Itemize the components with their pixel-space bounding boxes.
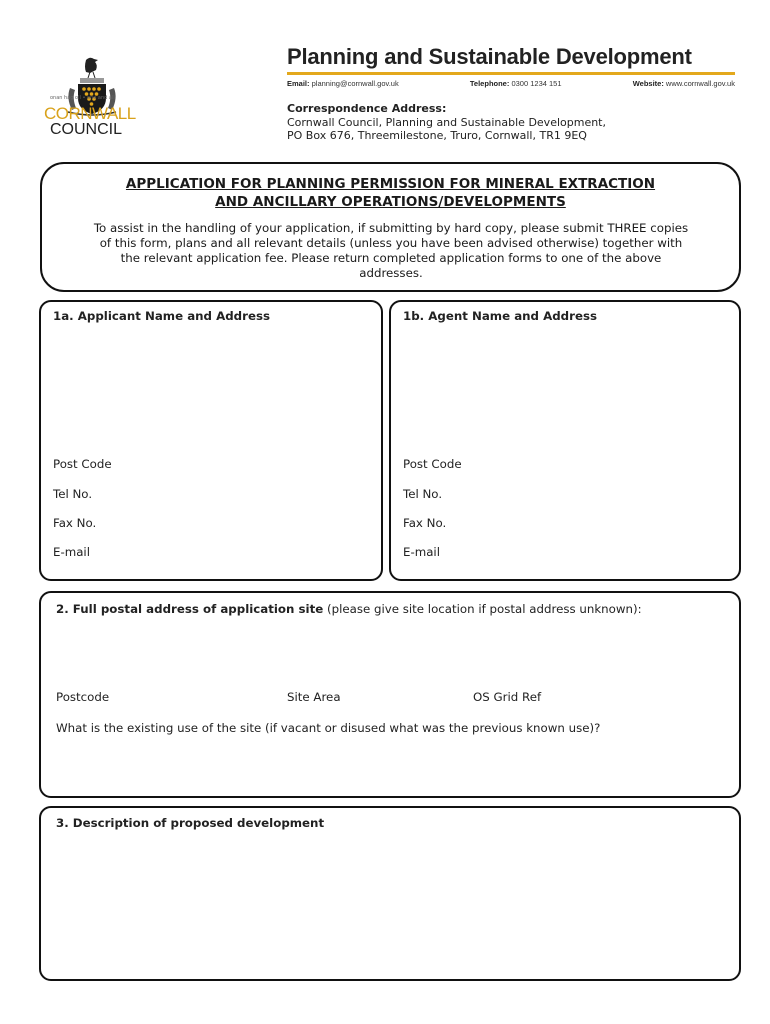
contact-bar <box>287 79 735 88</box>
agent-section[interactable] <box>389 300 741 581</box>
page-title: Planning and Sustainable Development <box>287 44 692 69</box>
agent-fax-label: Fax No. <box>403 516 447 530</box>
telephone-contact: Telephone: 0300 1234 151 <box>469 79 562 88</box>
existing-use-label: What is the existing use of the site (if vacant or disused what was the previous known use)? <box>56 721 601 735</box>
agent-heading: 1b. Agent Name and Address <box>403 309 597 323</box>
header-rule <box>287 72 735 75</box>
email-contact: Email: planning@cornwall.gov.uk <box>287 79 399 88</box>
applicant-email-label: E-mail <box>53 545 90 559</box>
correspondence-label: Correspondence Address: <box>287 102 447 115</box>
applicant-section[interactable] <box>39 300 383 581</box>
os-grid-ref-label: OS Grid Ref <box>473 690 542 704</box>
applicant-postcode-label: Post Code <box>53 457 112 471</box>
site-address-section[interactable] <box>39 591 741 798</box>
site-postcode-label: Postcode <box>56 690 110 704</box>
site-area-label: Site Area <box>287 690 341 704</box>
correspondence-line-1: Cornwall Council, Planning and Sustainable Development, <box>287 116 606 129</box>
website-contact: Website: www.cornwall.gov.uk <box>632 79 735 88</box>
description-section[interactable] <box>39 806 741 981</box>
correspondence-line-2: PO Box 676, Threemilestone, Truro, Cornwall, TR1 9EQ <box>287 129 587 142</box>
site-address-heading: 2. Full postal address of application site (please give site location if postal address unknown): <box>56 602 642 616</box>
intro-instructions: To assist in the handling of your application, if submitting by hard copy, please submit THREE copies of this form, plans and all relevant details (unless you have been advised otherwise) together with the relevant application fee. Please return completed application forms to one of the above addresses. <box>93 221 689 280</box>
logo-text-council: COUNCIL <box>50 121 123 138</box>
applicant-heading: 1a. Applicant Name and Address <box>53 309 270 323</box>
form-title: APPLICATION FOR PLANNING PERMISSION FOR MINERAL EXTRACTION AND ANCILLARY OPERATIONS/DEVELOPMENTS <box>125 176 656 210</box>
logo-tagline: onan hag oll • one and all <box>50 95 115 101</box>
description-heading: 3. Description of proposed development <box>56 816 325 830</box>
agent-email-label: E-mail <box>403 545 440 559</box>
logo-text-cornwall: CORNWALL <box>44 104 136 123</box>
applicant-fax-label: Fax No. <box>53 516 97 530</box>
applicant-tel-label: Tel No. <box>53 487 93 501</box>
agent-tel-label: Tel No. <box>403 487 443 501</box>
agent-postcode-label: Post Code <box>403 457 462 471</box>
